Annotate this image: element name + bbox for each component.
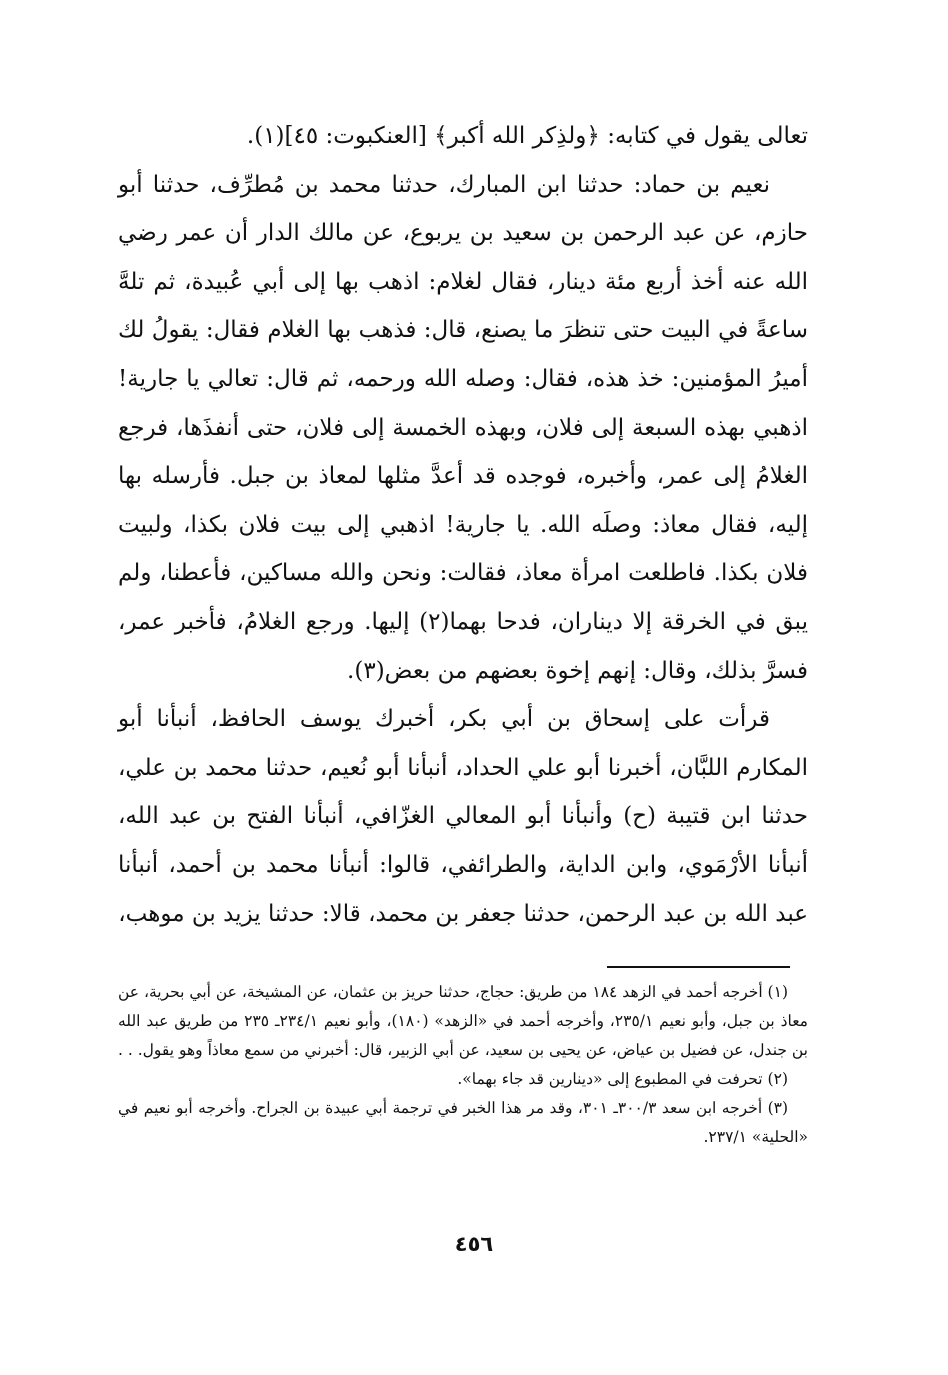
- footnote-2: (٢) تحرفت في المطبوع إلى «دينارين قد جاء بهما».: [457, 1070, 788, 1088]
- footnote-3: (٣) أخرجه ابن سعد ٣٠٠/٣ـ ٣٠١، وقد مر هذا الخبر في ترجمة أبي عبيدة بن الجراح. وأخرجه أبو نعيم في «الحلية» ٢٣٧/١.: [118, 1099, 808, 1146]
- paragraph-narration-nuaym: نعيم بن حماد: حدثنا ابن المبارك، حدثنا محمد بن مُطرِّف، حدثنا أبو حازم، عن عبد الرحمن بن سعيد بن يربوع، عن مالك الدار أن عمر رضي الله عنه أخذ أربع مئة دينار، فقال لغلام: اذهب بها إلى أبي عُبيدة، ثم تلهَّ ساعةً في البيت حتى تنظرَ ما يصنع، قال: فذهب بها الغلام فقال: يقولُ لك أميرُ المؤمنين: خذ هذه، فقال: وصله الله ورحمه، ثم قال: تعالي يا جارية! اذهبي بهذه السبعة إلى فلان، وبهذه الخمسة إلى فلان، حتى أنفذَها، فرجع الغلامُ إلى عمر، وأخبره، فوجده قد أعدَّ مثلها لمعاذ بن جبل. فأرسله بها إليه، فقال معاذ: وصلَه الله. يا جارية! اذهبي إلى بيت فلان بكذا، ولبيت فلان بكذا. فاطلعت امرأة معاذ، فقالت: ونحن والله مساكين، فأعطنا، ولم يبق في الخرقة إلا ديناران، فدحا بهما(٢) إليها. ورجع الغلامُ، فأخبر عمر، فسرَّ بذلك، وقال: إنهم إخوة بعضهم من بعض(٣).: [118, 171, 808, 684]
- footnote-1: (١) أخرجه أحمد في الزهد ١٨٤ من طريق: حجاج، حدثنا حريز بن عثمان، عن المشيخة، عن أبي بحرية، عن معاذ بن جبل، وأبو نعيم ٢٣٥/١، وأخرجه أحمد في «الزهد» (١٨٠)، وأبو نعيم ٢٣٤/١ـ ٢٣٥ من طريق عبد الله بن جندل، عن فضيل بن عياض، عن يحيى بن سعيد، عن أبي الزبير، قال: أخبرني من سمع معاذاً وهو يقول. . .: [118, 983, 808, 1059]
- paragraph-narration-ishaq: قرأت على إسحاق بن أبي بكر، أخبرك يوسف الحافظ، أنبأنا أبو المكارم اللبَّان، أخبرنا أبو علي الحداد، أنبأنا أبو نُعيم، حدثنا محمد بن علي، حدثنا ابن قتيبة (ح) وأنبأنا أبو المعالي الغزّافي، أنبأنا الفتح بن عبد الله، أنبأنا الأرْمَوي، وابن الداية، والطرائفي، قالوا: أنبأنا محمد بن أحمد، أنبأنا عبد الله بن عبد الرحمن، حدثنا جعفر بن محمد، قالا: حدثنا يزيد بن موهب،: [118, 706, 808, 927]
- paragraph-quran-quote: تعالى يقول في كتابه: ﴿ولذِكر الله أكبر﴾ [العنكبوت: ٤٥](١).: [246, 123, 808, 149]
- page-number: ٤٥٦: [454, 1232, 494, 1256]
- footnotes: [118, 978, 808, 1152]
- footnote-divider: [607, 966, 790, 968]
- main-text: [118, 112, 808, 938]
